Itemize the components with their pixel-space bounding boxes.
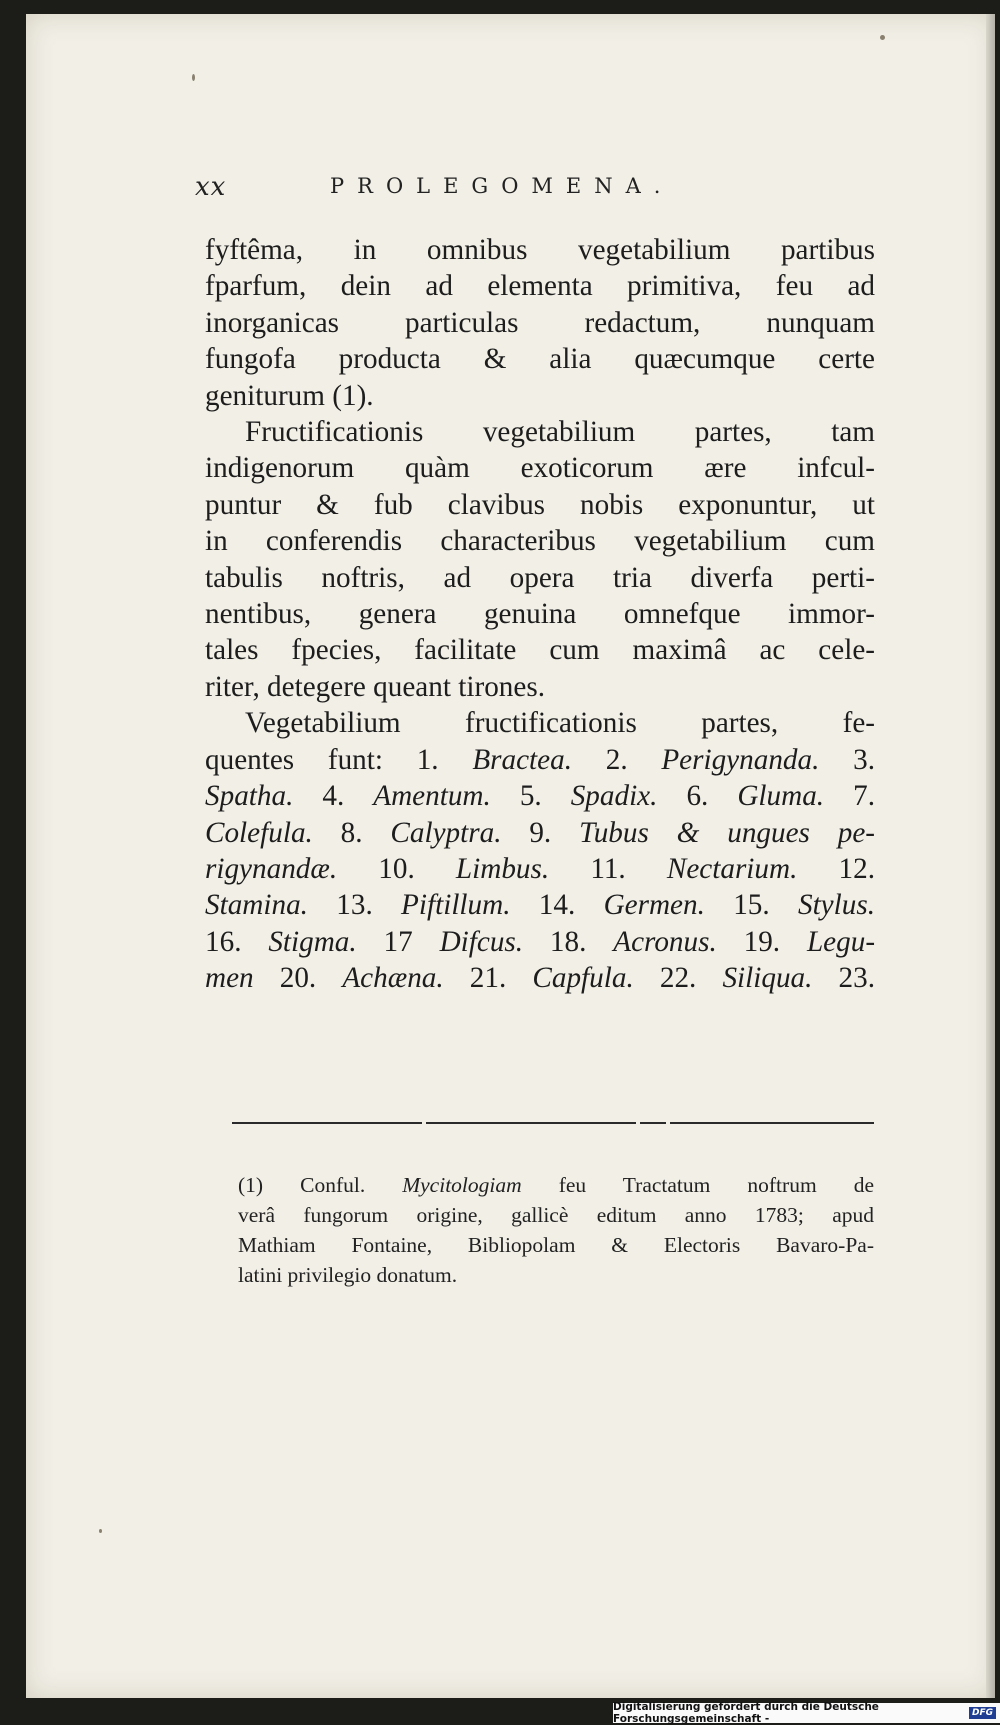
term-italic: men bbox=[205, 962, 254, 995]
text-line: tales fpecies, facilitate cum maximâ ac cele- bbox=[205, 634, 875, 667]
term-italic: Legu- bbox=[806, 925, 876, 958]
footnote bbox=[238, 1170, 874, 1290]
term-italic: Piftillum. bbox=[401, 889, 511, 922]
text-run: 3. bbox=[819, 743, 876, 776]
text-run: 13. bbox=[307, 889, 402, 922]
text-line bbox=[205, 924, 875, 960]
page-header bbox=[195, 172, 735, 206]
footnote-line: latini privilegio donatum. bbox=[238, 1263, 458, 1287]
term-italic: Spadix. bbox=[570, 780, 658, 813]
term-italic: Calyptra. bbox=[390, 816, 502, 849]
running-head: PROLEGOMENA. bbox=[330, 174, 674, 198]
term-italic: Difcus. bbox=[439, 925, 524, 958]
page-number: xx bbox=[195, 172, 227, 202]
text-line: geniturum (1). bbox=[205, 379, 374, 412]
text-run: 2. bbox=[572, 743, 662, 776]
term-italic: Spatha. bbox=[205, 780, 294, 813]
text-run: 8. bbox=[312, 816, 391, 849]
text-line: fyftêma, in omnibus vegetabilium partibus bbox=[205, 234, 875, 266]
text-line: nentibus, genera genuina omnefque immor- bbox=[205, 598, 875, 631]
term-italic: Perigynanda. bbox=[661, 743, 820, 776]
text-run: 10. bbox=[337, 852, 456, 885]
text-line: fungofa producta & alia quæcumque certe bbox=[205, 343, 875, 376]
text-run: 14. bbox=[510, 889, 604, 922]
text-line bbox=[205, 815, 875, 851]
term-italic: Siliqua. bbox=[722, 962, 813, 995]
text-line bbox=[205, 851, 875, 887]
text-run: 6. bbox=[657, 780, 738, 813]
term-italic: Stylus. bbox=[797, 889, 876, 922]
text-run: 23. bbox=[812, 962, 876, 995]
term-italic: Bractea. bbox=[472, 743, 573, 776]
term-italic: Gluma. bbox=[737, 780, 825, 813]
text-run: (1) Conful. bbox=[238, 1173, 403, 1197]
footer-text: Digitalisierung gefördert durch die Deutsche Forschungsgemeinschaft - bbox=[613, 1701, 879, 1725]
text-line: riter, detegere queant tirones. bbox=[205, 670, 546, 703]
text-run: 17 bbox=[356, 925, 440, 958]
paper-speck bbox=[192, 74, 195, 81]
term-italic: Achæna. bbox=[342, 962, 444, 995]
term-italic: Tubus & ungues pe- bbox=[579, 816, 876, 849]
text-run: 7. bbox=[824, 780, 875, 813]
text-line: inorganicas particulas redactum, nunquam bbox=[205, 306, 875, 339]
body-text bbox=[205, 232, 875, 997]
term-italic: Colefula. bbox=[205, 816, 313, 849]
text-line bbox=[205, 778, 875, 814]
text-run: 12. bbox=[797, 852, 876, 885]
term-italic: Stigma. bbox=[268, 925, 357, 958]
text-run: 11. bbox=[549, 852, 667, 885]
term-italic: Mycitologiam bbox=[402, 1173, 522, 1197]
digitization-footer bbox=[613, 1703, 1000, 1723]
footnote-line bbox=[238, 1170, 874, 1200]
text-run: 5. bbox=[490, 780, 571, 813]
term-italic: Amentum. bbox=[373, 780, 491, 813]
footnote-line: Mathiam Fontaine, Bibliopolam & Electoris Bavaro-Pa- bbox=[238, 1233, 874, 1257]
term-italic: Stamina. bbox=[205, 889, 308, 922]
footnote-line: verâ fungorum origine, gallicè editum anno 1783; apud bbox=[238, 1203, 874, 1227]
text-run: 21. bbox=[443, 962, 533, 995]
text-line bbox=[205, 887, 875, 923]
text-line: indigenorum quàm exoticorum ære infcul- bbox=[205, 452, 875, 485]
term-italic: Capfula. bbox=[532, 962, 634, 995]
paper-speck bbox=[99, 1529, 102, 1533]
paper-speck bbox=[880, 35, 885, 40]
term-italic: Germen. bbox=[603, 889, 705, 922]
page-edge bbox=[986, 14, 995, 1698]
text-run: quentes funt: 1. bbox=[205, 743, 473, 776]
text-line: Fructificationis vegetabilium partes, tam bbox=[245, 416, 875, 449]
text-run: 18. bbox=[523, 925, 614, 958]
text-line: puntur & fub clavibus nobis exponuntur, ut bbox=[205, 488, 875, 521]
text-run: 19. bbox=[716, 925, 807, 958]
text-run: feu Tractatum noftrum de bbox=[521, 1173, 874, 1197]
footnote-rule bbox=[232, 1120, 874, 1126]
text-line bbox=[205, 742, 875, 778]
text-run: 4. bbox=[293, 780, 374, 813]
text-line bbox=[205, 960, 875, 996]
text-line: fparfum, dein ad elementa primitiva, feu ad bbox=[205, 270, 875, 303]
term-italic: rigynandæ. bbox=[205, 852, 338, 885]
text-line: tabulis noftris, ad opera tria diverfa perti- bbox=[205, 561, 875, 594]
text-run: 20. bbox=[253, 962, 343, 995]
text-run: 16. bbox=[205, 925, 269, 958]
term-italic: Limbus. bbox=[455, 852, 550, 885]
term-italic: Nectarium. bbox=[666, 852, 798, 885]
text-line: in conferendis characteribus vegetabilium cum bbox=[205, 525, 875, 558]
dfg-logo-icon: DFG bbox=[969, 1707, 996, 1719]
text-line: Vegetabilium fructificationis partes, fe- bbox=[245, 707, 875, 740]
text-run: 22. bbox=[633, 962, 723, 995]
text-run: 15. bbox=[704, 889, 798, 922]
text-run: 9. bbox=[501, 816, 580, 849]
term-italic: Acronus. bbox=[613, 925, 717, 958]
